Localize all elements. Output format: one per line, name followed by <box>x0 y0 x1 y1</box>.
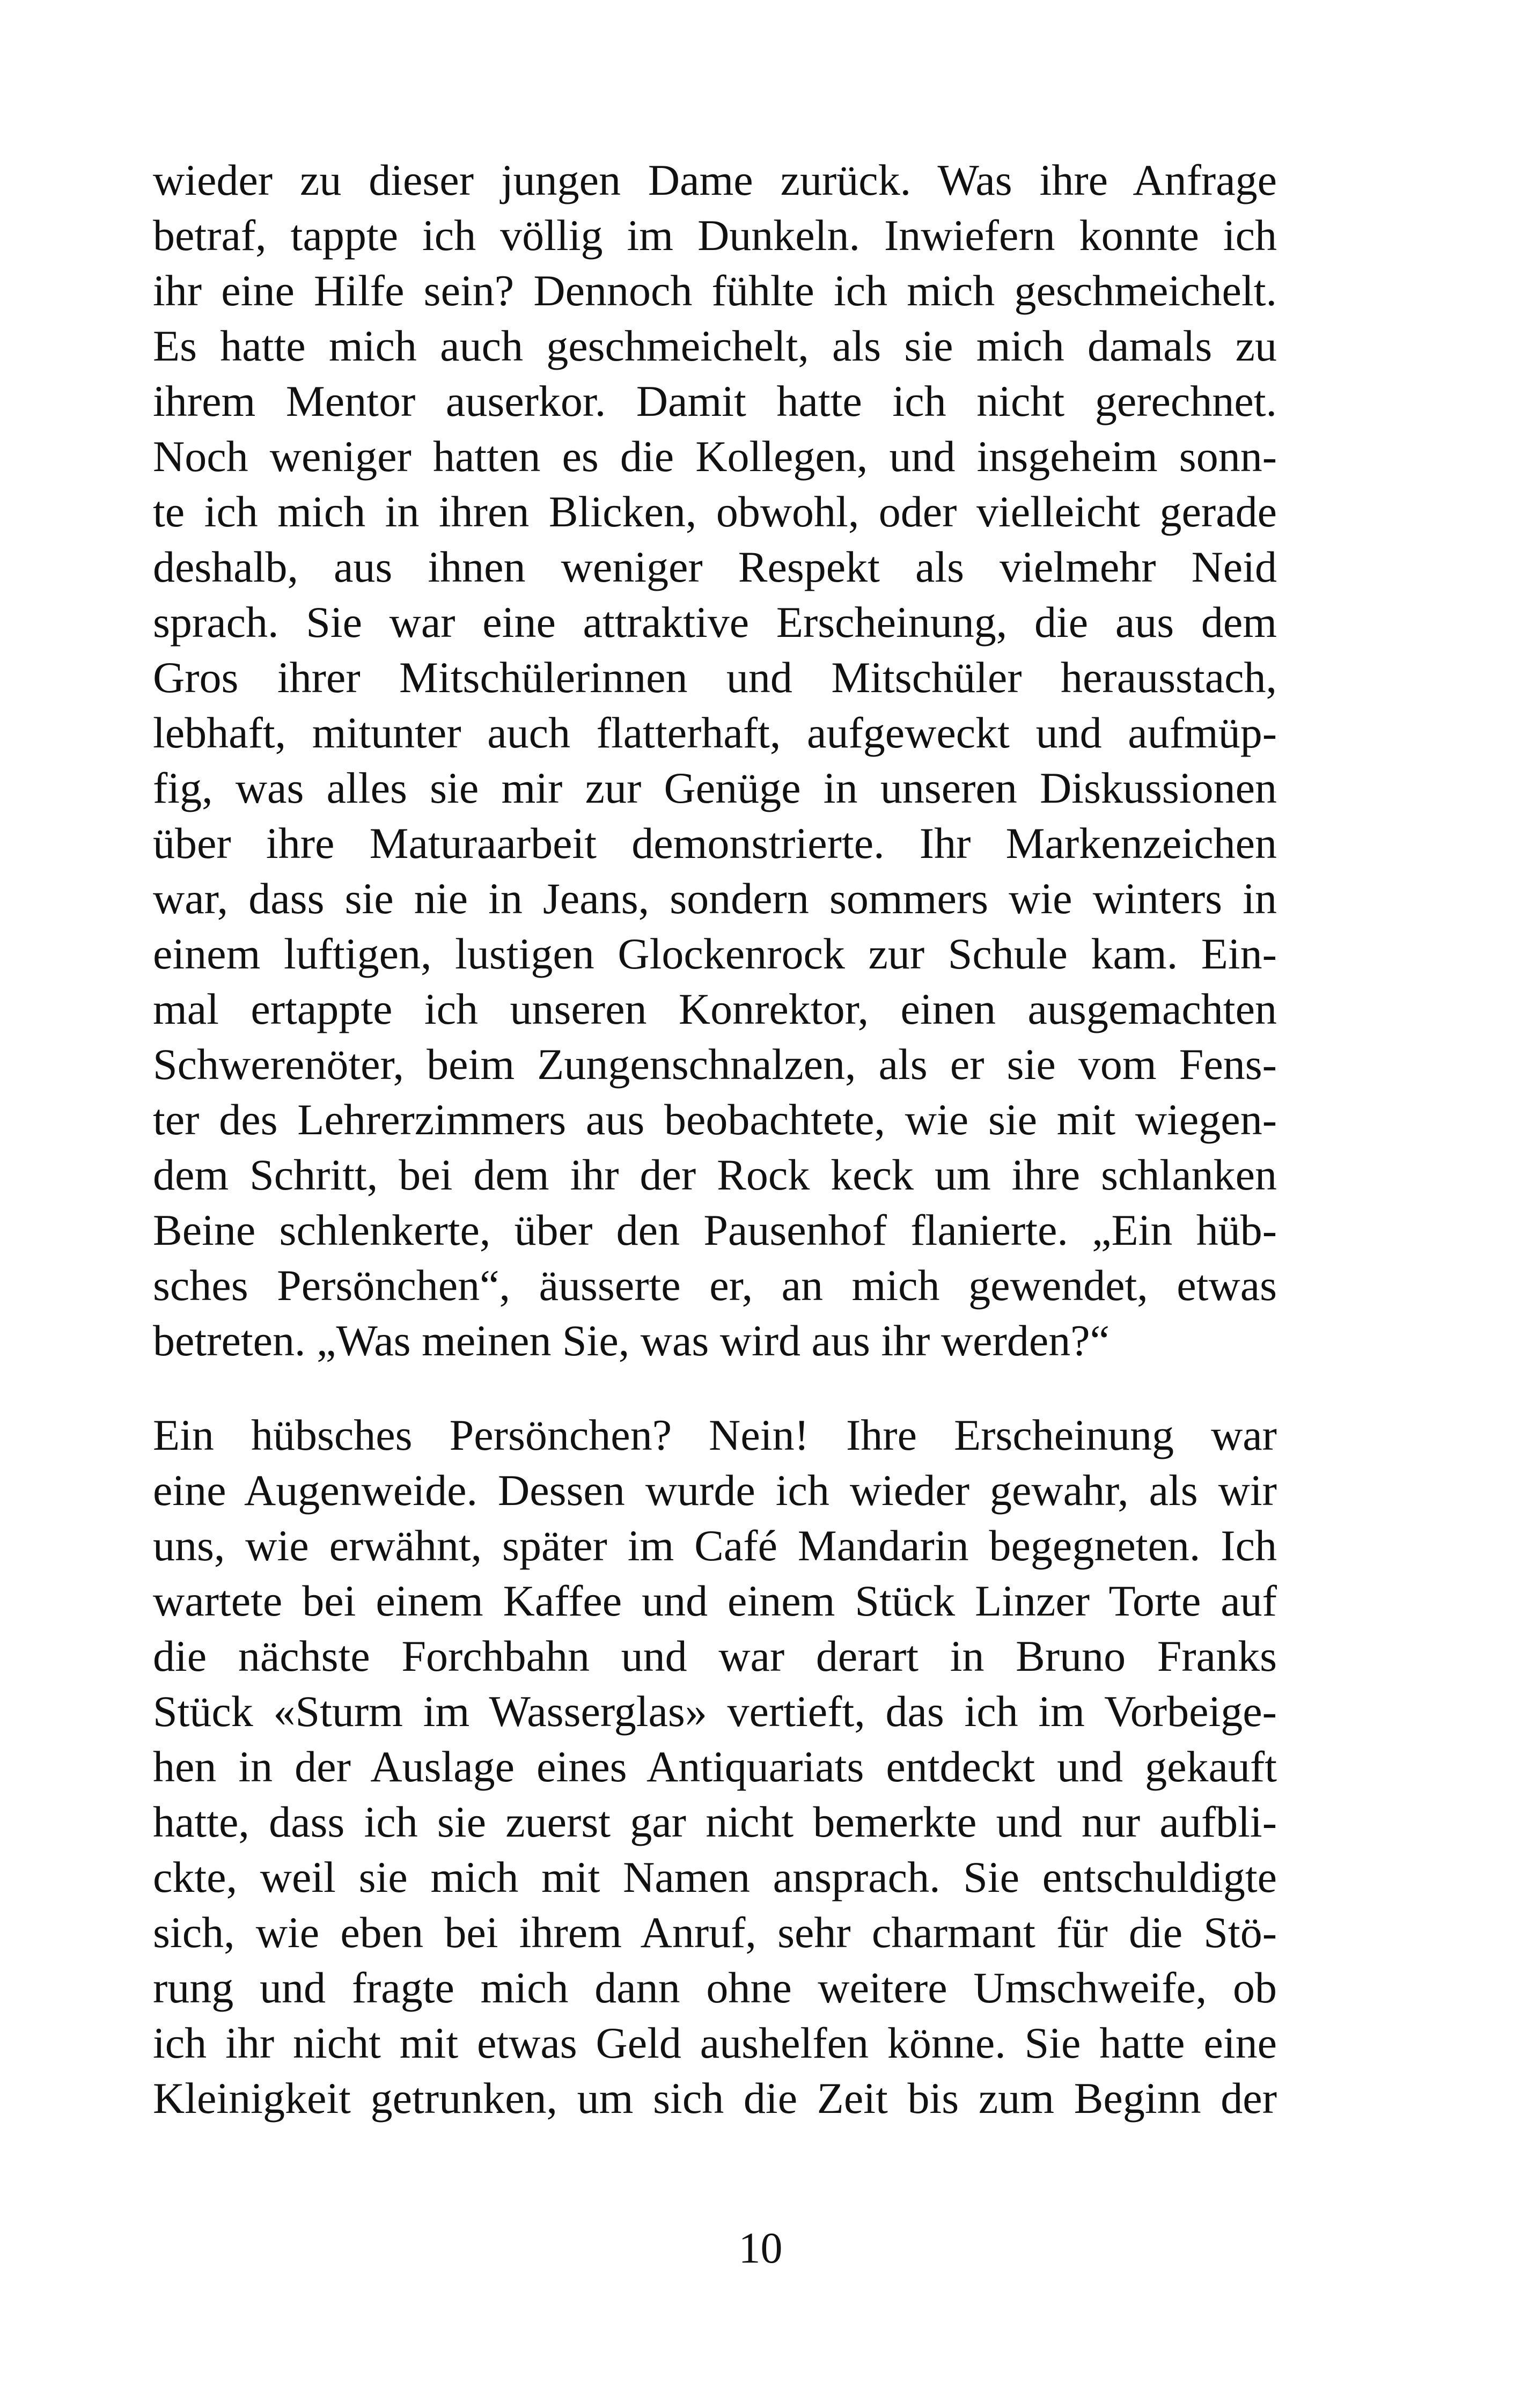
text-line: eine Augenweide. Dessen wurde ich wieder gewahr, als wir <box>153 1466 1277 1515</box>
text-line: rung und fragte mich dann ohne weitere Umschweife, ob <box>153 1963 1277 2012</box>
page-number: 10 <box>738 2223 783 2272</box>
text-line: ter des Lehrerzimmers aus beobachtete, wie sie mit wiegen- <box>153 1095 1277 1144</box>
text-line: uns, wie erwähnt, später im Café Mandarin begegneten. Ich <box>153 1521 1277 1570</box>
paragraph-2 <box>153 1407 1277 2126</box>
text-line: wartete bei einem Kaffee und einem Stück Linzer Torte auf <box>153 1576 1277 1625</box>
text-line: Kleinigkeit getrunken, um sich die Zeit bis zum Beginn der <box>153 2074 1277 2123</box>
text-line: Es hatte mich auch geschmeichelt, als sie mich damals zu <box>153 321 1277 370</box>
text-line: hatte, dass ich sie zuerst gar nicht bemerkte und nur aufbli- <box>153 1797 1277 1846</box>
text-line: Beine schlenkerte, über den Pausenhof flanierte. „Ein hüb- <box>153 1206 1277 1254</box>
text-line: betraf, tappte ich völlig im Dunkeln. Inwiefern konnte ich <box>153 211 1277 260</box>
text-line: Ein hübsches Persönchen? Nein! Ihre Erscheinung war <box>153 1411 1277 1459</box>
text-line: lebhaft, mitunter auch flatterhaft, aufgeweckt und aufmüp- <box>153 708 1277 757</box>
text-line: hen in der Auslage eines Antiquariats entdeckt und gekauft <box>153 1742 1277 1791</box>
text-line: ihr eine Hilfe sein? Dennoch fühlte ich mich geschmeichelt. <box>153 266 1277 315</box>
text-line: sprach. Sie war eine attraktive Erscheinung, die aus dem <box>153 598 1277 647</box>
text-line: sches Persönchen“, äusserte er, an mich gewendet, etwas <box>153 1261 1277 1310</box>
text-line: sich, wie eben bei ihrem Anruf, sehr charmant für die Stö- <box>153 1908 1277 1957</box>
text-line: Gros ihrer Mitschülerinnen und Mitschüler herausstach, <box>153 653 1277 702</box>
text-line: die nächste Forchbahn und war derart in Bruno Franks <box>153 1632 1277 1680</box>
text-line: betreten. „Was meinen Sie, was wird aus ihr werden?“ <box>153 1316 1110 1365</box>
text-line: dem Schritt, bei dem ihr der Rock keck um ihre schlanken <box>153 1150 1277 1199</box>
text-line: Noch weniger hatten es die Kollegen, und insgeheim sonn- <box>153 432 1277 481</box>
text-line: fig, was alles sie mir zur Genüge in unseren Diskussionen <box>153 763 1277 812</box>
text-line: wieder zu dieser jungen Dame zurück. Was ihre Anfrage <box>153 156 1277 204</box>
text-line: te ich mich in ihren Blicken, obwohl, oder vielleicht gerade <box>153 487 1277 536</box>
text-line: war, dass sie nie in Jeans, sondern sommers wie winters in <box>153 874 1277 923</box>
text-line: ihrem Mentor auserkor. Damit hatte ich nicht gerechnet. <box>153 377 1277 425</box>
text-line: einem luftigen, lustigen Glockenrock zur Schule kam. Ein- <box>153 929 1277 978</box>
text-line: deshalb, aus ihnen weniger Respekt als vielmehr Neid <box>153 542 1277 591</box>
text-line: Schwerenöter, beim Zungenschnalzen, als er sie vom Fens- <box>153 1040 1277 1089</box>
text-line: Stück «Sturm im Wasserglas» vertieft, das ich im Vorbeige- <box>153 1687 1277 1736</box>
text-line: ich ihr nicht mit etwas Geld aushelfen könne. Sie hatte eine <box>153 2018 1277 2067</box>
paragraph-1 <box>153 152 1277 1368</box>
text-line: ckte, weil sie mich mit Namen ansprach. Sie entschuldigte <box>153 1853 1277 1902</box>
text-line: über ihre Maturaarbeit demonstrierte. Ihr Markenzeichen <box>153 819 1277 868</box>
text-line: mal ertappte ich unseren Konrektor, einen ausgemachten <box>153 985 1277 1033</box>
